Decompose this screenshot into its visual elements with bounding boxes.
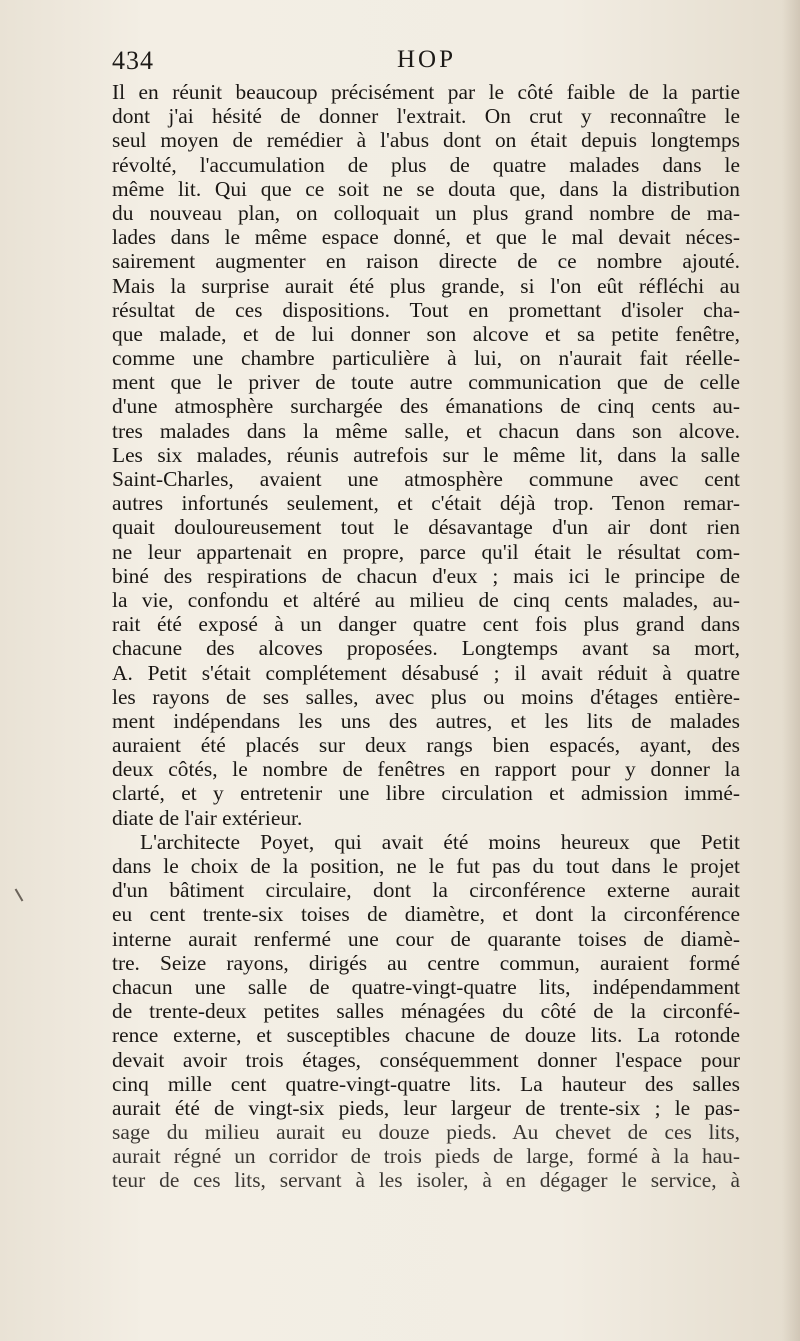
text-line: comme une chambre particulière à lui, on n'aurait fait réelle- (112, 346, 740, 371)
text-line: lades dans le même espace donné, et que le mal devait néces- (112, 225, 740, 250)
text-line: Saint-Charles, avaient une atmosphère commune avec cent (112, 467, 740, 491)
text-line: deux côtés, le nombre de fenêtres en rapport pour y donner la (112, 757, 740, 782)
text-line: auraient été placés sur deux rangs bien espacés, ayant, des (112, 733, 740, 758)
text-line: A. Petit s'était complétement désabusé ; il avait réduit à quatre (112, 660, 740, 685)
body-text (112, 80, 740, 1193)
text-line: rence externe, et susceptibles chacune de douze lits. La rotonde (112, 1023, 740, 1048)
text-line: aurait été de vingt-six pieds, leur largeur de trente-six ; le pas- (112, 1095, 740, 1120)
text-line: eu cent trente-six toises de diamètre, et dont la circonférence (112, 902, 740, 927)
text-line: tres malades dans la même salle, et chacun dans son alcove. (112, 418, 740, 443)
text-line: interne aurait renfermé une cour de quarante toises de diamè- (112, 926, 740, 951)
text-line: d'un bâtiment circulaire, dont la circonférence externe aurait (112, 878, 740, 903)
text-line: biné des respirations de chacun d'eux ; mais ici le principe de (112, 563, 740, 588)
text-line: clarté, et y entretenir une libre circulation et admission immé- (112, 781, 740, 806)
text-line: rait été exposé à un danger quatre cent fois plus grand dans (112, 612, 740, 637)
text-line: cinq mille cent quatre-vingt-quatre lits. La hauteur des salles (112, 1071, 740, 1096)
text-line: autres infortunés seulement, et c'était déjà trop. Tenon remar- (112, 491, 740, 516)
text-line: Les six malades, réunis autrefois sur le même lit, dans la salle (112, 442, 740, 467)
text-line: tre. Seize rayons, dirigés au centre commun, auraient formé (112, 950, 740, 975)
text-line: sage du milieu aurait eu douze pieds. Au chevet de ces lits, (112, 1120, 740, 1145)
text-line: Mais la surprise aurait été plus grande, si l'on eût réfléchi au (112, 273, 740, 298)
text-line: Il en réunit beaucoup précisément par le côté faible de la partie (112, 80, 740, 104)
text-line: teur de ces lits, servant à les isoler, à en dégager le service, à (112, 1168, 740, 1193)
text-line: chacune des alcoves proposées. Longtemps avant sa mort, (112, 636, 740, 661)
text-line: de trente-deux petites salles ménagées du côté de la circonfé- (112, 999, 740, 1024)
text-line: ne leur appartenait en propre, parce qu'il était le résultat com- (112, 539, 740, 564)
text-line: devait avoir trois étages, conséquemment donner l'espace pour (112, 1047, 740, 1072)
margin-mark (15, 888, 24, 901)
text-line: même lit. Qui que ce soit ne se douta que, dans la distribution (112, 176, 740, 201)
text-line: chacun une salle de quatre-vingt-quatre lits, indépendamment (112, 974, 740, 999)
text-line: sairement augmenter en raison directe de ce nombre ajouté. (112, 249, 740, 274)
text-line: ment que le priver de toute autre communication que de celle (112, 370, 740, 395)
text-line: ment indépendans les uns des autres, et les lits de malades (112, 708, 740, 733)
paragraph (112, 830, 740, 1193)
paragraph (112, 80, 740, 830)
text-line: révolté, l'accumulation de plus de quatre malades dans le (112, 152, 740, 177)
text-line: quait douloureusement tout le désavantage d'un air dont rien (112, 515, 740, 540)
page-header (112, 46, 742, 80)
running-head: HOP (397, 46, 457, 73)
page-number: 434 (112, 46, 154, 75)
text-line: la vie, confondu et altéré au milieu de cinq cents malades, au- (112, 587, 740, 612)
text-line: du nouveau plan, on colloquait un plus grand nombre de ma- (112, 200, 740, 225)
text-line: aurait régné un corridor de trois pieds de large, formé à la hau- (112, 1144, 740, 1169)
text-line: seul moyen de remédier à l'abus dont on était depuis longtemps (112, 128, 740, 153)
text-line: d'une atmosphère surchargée des émanations de cinq cents au- (112, 394, 740, 419)
text-line: diate de l'air extérieur. (112, 805, 303, 830)
text-line: dont j'ai hésité de donner l'extrait. On crut y reconnaître le (112, 104, 740, 129)
text-line: résultat de ces dispositions. Tout en promettant d'isoler cha- (112, 297, 740, 322)
text-line: les rayons de ses salles, avec plus ou moins d'étages entière- (112, 684, 740, 709)
text-line: L'architecte Poyet, qui avait été moins heureux que Petit (140, 829, 740, 854)
text-line: dans le choix de la position, ne le fut pas du tout dans le projet (112, 854, 740, 878)
page-edge-shadow (782, 0, 800, 1341)
text-line: que malade, et de lui donner son alcove et sa petite fenêtre, (112, 321, 740, 346)
